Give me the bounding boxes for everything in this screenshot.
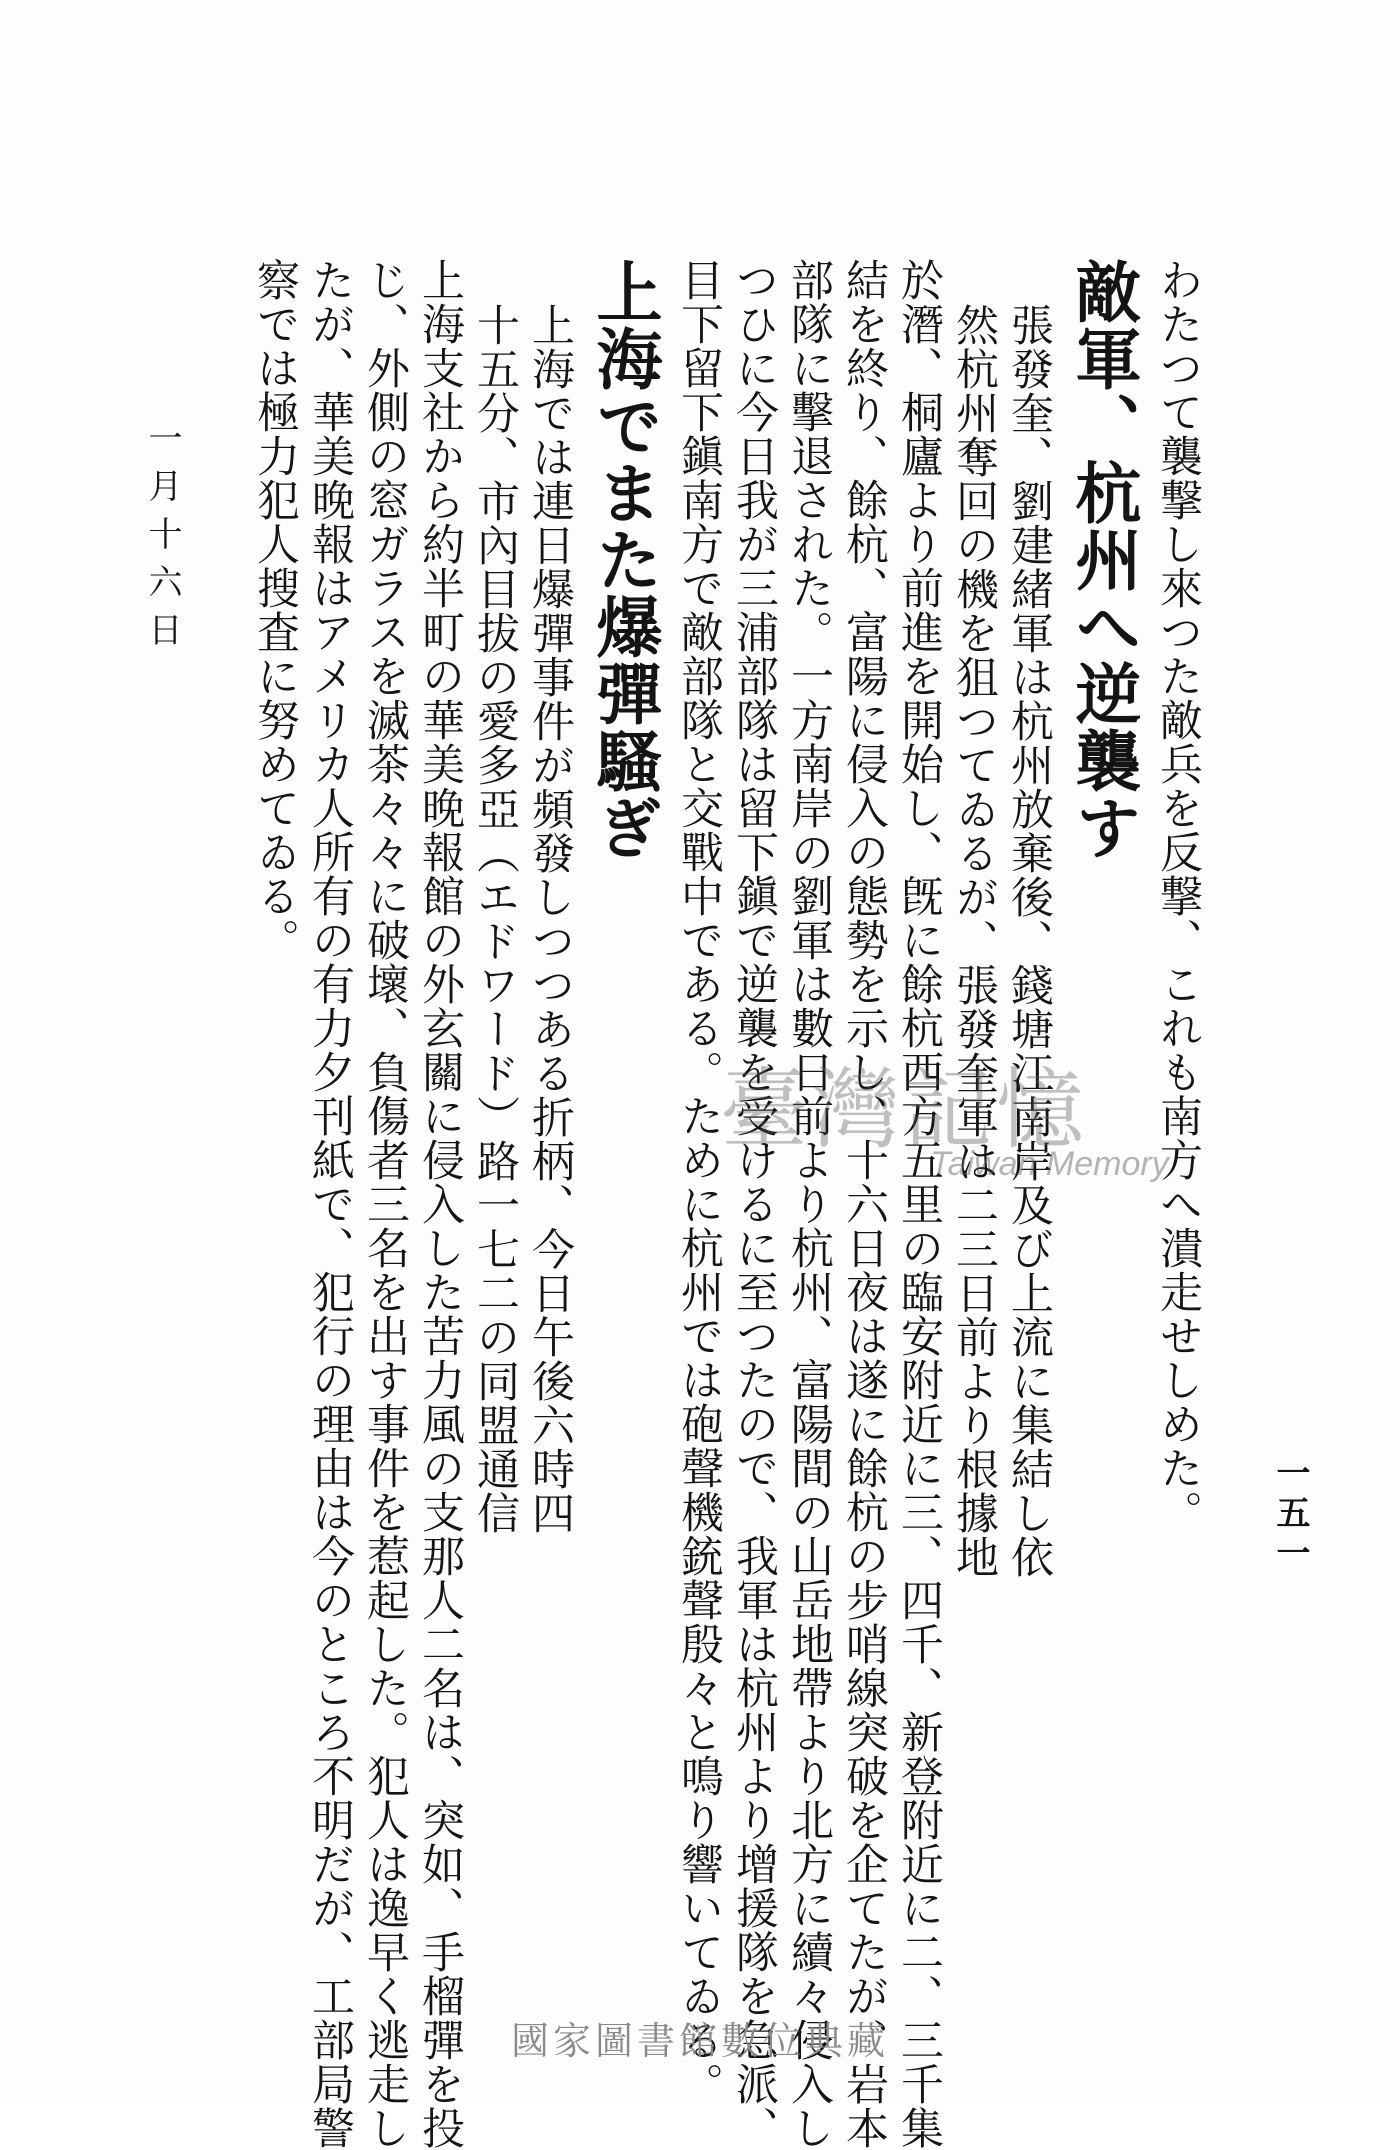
- text-column: 然杭州奪回の機を狙つてゐるが、張發奎軍は二三日前より根據地: [949, 303, 999, 1579]
- watermark-logo-subtext: Taiwan Memory: [930, 1145, 1169, 1183]
- watermark-logo-text: 臺灣記憶: [720, 1058, 1089, 1161]
- text-column: 上海支社から約半町の華美晚報館の外玄關に侵入した苦力風の支那人二名は、突如、手榴彈を投: [415, 258, 465, 2150]
- dateline: 一月十六日: [142, 420, 182, 660]
- text-column: 察では極力犯人搜査に努めてゐる。: [250, 258, 300, 962]
- footer-credit: 國家圖書館數位典藏: [510, 2019, 889, 2063]
- section-heading-hangzhou: 敵軍、杭州へ逆襲す: [1064, 258, 1142, 861]
- text-column: つひに今日我が三浦部隊は留下鎭で逆襲を受けるに至つたので、我軍は杭州より增援隊を急派、: [729, 258, 779, 2150]
- lead-line: わたつて襲撃し來つた敵兵を反撃、これも南方へ潰走せしめた。: [1153, 258, 1203, 1534]
- text-column: 於潛、桐廬より前進を開始し、旣に餘杭西方五里の臨安附近に三、四千、新登附近に二、三千集: [894, 258, 944, 2150]
- section-heading-shanghai: 上海でまた爆彈騷ぎ: [585, 258, 663, 861]
- text-column: 目下留下鎭南方で敵部隊と交戰中である。ために杭州では砲聲機銃聲殷々と鳴り響いてゐる。: [674, 258, 724, 2106]
- page-number: 一五一: [1270, 1455, 1310, 1575]
- text-column: 結を終り、餘杭、富陽に侵入の態勢を示し、十六日夜は遂に餘杭の步哨線突破を企てたが、岩本: [839, 258, 889, 2150]
- text-column: たが、華美晚報はアメリカ人所有の有力夕刊紙で、犯行の理由は今のところ不明だが、工部局警: [305, 258, 355, 2150]
- text-column: 十五分、市內目拔の愛多亞（エドワード）路一七二の同盟通信: [470, 303, 520, 1535]
- text-column: じ、外側の窓ガラスを滅茶々々に破壞、負傷者三名を出す事件を惹起した。犯人は逸早く逃走し: [360, 258, 410, 2150]
- text-column: 部隊に擊退された。一方南岸の劉軍は數日前より杭州、富陽間の山岳地帶より北方に續々侵入し: [784, 258, 834, 2150]
- text-column: 上海では連日爆彈事件が頻發しつつある折柄、今日午後六時四: [525, 303, 575, 1535]
- text-column: 張發奎、劉建緒軍は杭州放棄後、錢塘江南岸及び上流に集結し依: [1004, 303, 1054, 1579]
